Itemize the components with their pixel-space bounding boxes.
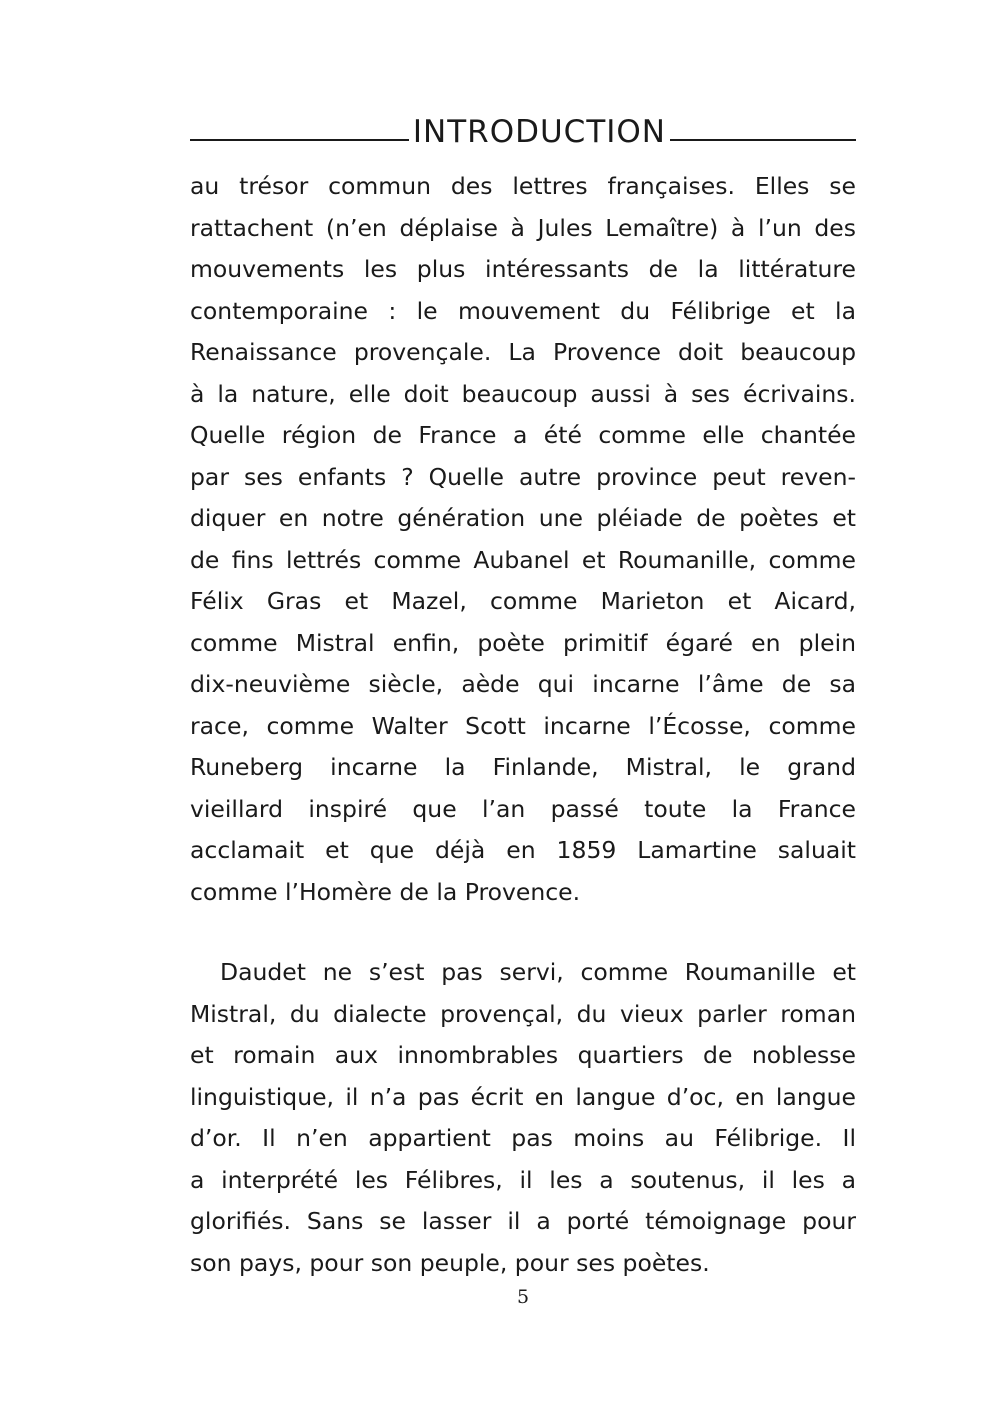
text-line: contemporaine : le mouvement du Félibrige et la [190,296,856,325]
text-line: comme l’Homère de la Provence. [190,877,581,906]
running-head [190,112,856,152]
text-line: à la nature, elle doit beaucoup aussi à ses écrivains. [190,379,856,408]
text-line: Renaissance provençale. La Provence doit beaucoup [190,338,856,366]
page-number: 5 [516,1286,530,1308]
text-line: et romain aux innombrables quartiers de noblesse [190,1041,856,1069]
paragraph-1 [190,166,856,913]
text-line: son pays, pour son peuple, pour ses poètes. [190,1248,710,1277]
text-line: dix-neuvième siècle, aède qui incarne l’âme de sa [190,670,856,698]
text-line: vieillard inspiré que l’an passé toute la France [190,794,856,823]
text-line: linguistique, il n’a pas écrit en langue d’oc, en langue [190,1082,856,1111]
text-line: a interprété les Félibres, il les a soutenus, il les a [190,1165,856,1194]
text-line: Mistral, du dialecte provençal, du vieux parler roman [190,999,856,1028]
text-line: glorifiés. Sans se lasser il a porté témoignage pour [190,1207,856,1235]
text-line: rattachent (n’en déplaise à Jules Lemaître) à l’un des [190,213,856,242]
text-line: comme Mistral enfin, poète primitif égaré en plein [190,628,856,657]
text-line: Félix Gras et Mazel, comme Marieton et Aicard, [190,587,856,615]
text-line: au trésor commun des lettres françaises. Elles se [190,172,856,200]
text-line: de fins lettrés comme Aubanel et Roumanille, comme [190,545,856,574]
text-line: acclamait et que déjà en 1859 Lamartine saluait [190,836,856,864]
text-line: Quelle région de France a été comme elle chantée [190,421,856,449]
text-line: race, comme Walter Scott incarne l’Écosse, comme [190,711,856,740]
running-head-rule-left [190,139,409,141]
text-line: mouvements les plus intéressants de la littérature [190,255,856,283]
text-line: diquer en notre génération une pléiade de poètes et [190,504,856,532]
running-head-title: INTRODUCTION [412,114,666,150]
paragraph-2 [190,952,856,1284]
text-line: Runeberg incarne la Finlande, Mistral, le grand [190,753,856,781]
text-line: Daudet ne s’est pas servi, comme Roumanille et [220,958,856,986]
text-line: d’or. Il n’en appartient pas moins au Félibrige. Il [190,1124,856,1152]
running-head-rule-right [670,139,856,141]
text-line: par ses enfants ? Quelle autre province peut reven- [190,462,856,491]
